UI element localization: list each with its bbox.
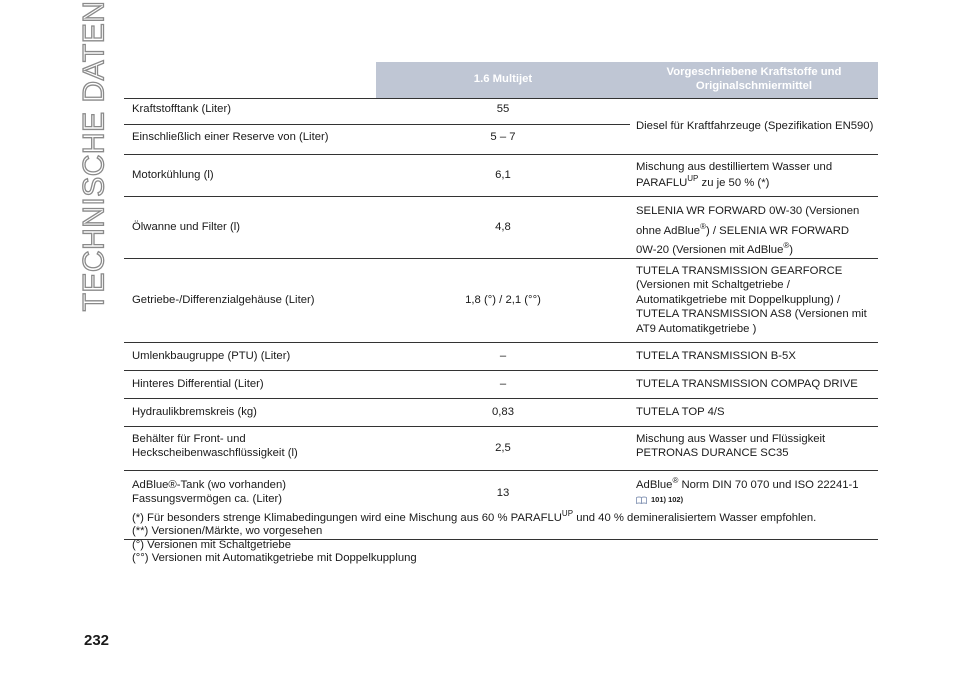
coolant-line-1: Mischung aus destilliertem Wasser und: [636, 161, 833, 173]
registered-mark: ®: [672, 476, 679, 485]
gear-line: (Versionen mit Schaltgetriebe /: [636, 279, 790, 292]
header-engine: 1.6 Multijet: [376, 62, 630, 98]
coolant-mix: zu je 50 % (*): [698, 177, 770, 190]
gear-line: Automatikgetriebe mit Doppelkupplung) /: [636, 293, 841, 306]
ptu-spec: TUTELA TRANSMISSION B-5X: [636, 349, 796, 362]
oil-text: ) / SELENIA WR FORWARD: [705, 224, 850, 237]
adblue-text: AdBlue: [636, 479, 673, 491]
table-row: [124, 427, 878, 469]
footnote-sup: UP: [561, 509, 574, 518]
row-label: Umlenkbaugruppe (PTU) (Liter): [132, 349, 291, 362]
row-label-line: Fassungsvermögen ca. (Liter): [132, 493, 283, 506]
fuel-spec: Diesel für Kraftfahrzeuge (Spezifikation EN590): [636, 119, 874, 132]
row-label-line: Heckscheibenwaschflüssigkeit (l): [132, 447, 298, 460]
adblue-refs: [636, 495, 880, 505]
row-label: Hydraulikbremskreis (kg): [132, 405, 257, 418]
row-value: 13: [496, 487, 510, 499]
row-value: –: [499, 349, 507, 362]
row-label: [132, 432, 372, 461]
book-icon: [636, 496, 647, 504]
footnote: (**) Versionen/Märkte, wo vorgesehen: [132, 525, 323, 538]
row-label: Getriebe-/Differenzialgehäuse (Liter): [132, 293, 315, 306]
adblue-spec: [636, 476, 880, 505]
oil-line-3: [636, 240, 880, 260]
coolant-brand: PARAFLU: [636, 177, 688, 190]
footnote: [132, 509, 872, 525]
gear-line: TUTELA TRANSMISSION GEARFORCE: [636, 265, 843, 277]
footnotes: [132, 509, 872, 565]
row-value: 5 – 7: [490, 131, 516, 143]
row-value: 6,1: [495, 168, 511, 181]
section-title-text: TECHNISCHE DATEN: [77, 0, 110, 311]
oil-line-1: SELENIA WR FORWARD 0W-30 (Versionen: [636, 205, 860, 217]
section-title: [70, 0, 118, 311]
row-label: Hinteres Differential (Liter): [132, 377, 264, 390]
page-number: 232: [84, 632, 110, 649]
row-value: 0,83: [492, 405, 514, 418]
reference-numbers: 101) 102): [651, 495, 684, 505]
gear-line: TUTELA TRANSMISSION AS8 (Versionen mit: [636, 308, 867, 321]
washer-line: PETRONAS DURANCE SC35: [636, 447, 789, 460]
row-label: Kraftstofftank (Liter): [132, 103, 231, 115]
table-header: [124, 62, 878, 98]
row-value: 1,8 (°) / 2,1 (°°): [465, 293, 541, 306]
row-label-line: AdBlue®-Tank (wo vorhanden): [132, 479, 287, 491]
brake-spec: TUTELA TOP 4/S: [636, 405, 725, 418]
adblue-line: [636, 476, 880, 492]
oil-text: 0W-20 (Versionen mit AdBlue: [636, 244, 784, 256]
oil-text: ): [789, 244, 794, 256]
header-blank: [124, 62, 376, 98]
row-value: –: [499, 377, 507, 390]
table-row: [124, 343, 878, 369]
row-label-line: Behälter für Front- und: [132, 433, 246, 445]
table-row: [124, 371, 878, 397]
table-row: [124, 197, 878, 257]
oil-spec: [636, 203, 880, 260]
adblue-text: Norm DIN 70 070 und ISO 22241-1: [678, 479, 859, 491]
footnote-text: und 40 % demineralisiertem Wasser empfohlen.: [576, 512, 817, 524]
row-value: 2,5: [495, 441, 511, 454]
table-row: [124, 155, 878, 195]
coolant-line-2: [636, 174, 880, 190]
coolant-spec: [636, 160, 880, 191]
header-fluids: Vorgeschriebene Kraftstoffe und Originalschmiermittel: [630, 62, 878, 98]
row-label: Ölwanne und Filter (l): [132, 220, 240, 233]
coolant-sup: UP: [687, 174, 699, 184]
washer-line: Mischung aus Wasser und Flüssigkeit: [636, 433, 826, 445]
row-label: [132, 478, 372, 507]
footnote: (°°) Versionen mit Automatikgetriebe mit Doppelkupplung: [132, 551, 417, 564]
rear-diff-spec: TUTELA TRANSMISSION COMPAQ DRIVE: [636, 377, 858, 390]
registered-mark: ®: [783, 241, 790, 250]
row-value: 4,8: [495, 220, 511, 233]
table-row: [124, 399, 878, 425]
row-label: Einschließlich einer Reserve von (Liter): [132, 131, 329, 143]
fluids-table: [124, 62, 878, 506]
oil-text: ohne AdBlue: [636, 224, 701, 237]
row-label: Motorkühlung (l): [132, 168, 214, 181]
footnote-text: (*) Für besonders strenge Klimabedingungen wird eine Mischung aus 60 % PARAFLU: [132, 512, 562, 524]
gear-spec: [636, 264, 880, 336]
oil-line-2: [636, 221, 880, 241]
table-row: [124, 259, 878, 341]
registered-mark: ®: [700, 221, 706, 231]
fuel-spec-cell: [124, 98, 878, 154]
gear-line: AT9 Automatikgetriebe ): [636, 322, 757, 335]
footnote: (°) Versionen mit Schaltgetriebe: [132, 538, 291, 551]
row-value: 55: [496, 103, 510, 115]
washer-spec: [636, 432, 880, 461]
